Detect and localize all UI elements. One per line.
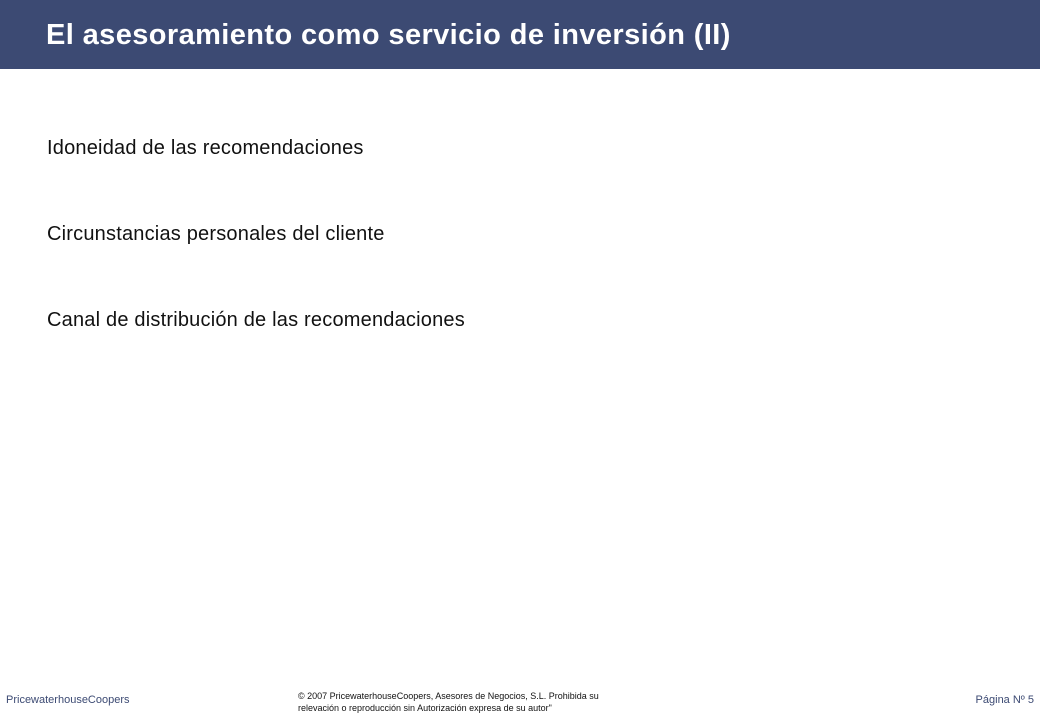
page-number: Página Nº 5: [975, 694, 1034, 706]
bullet-item-idoneidad: Idoneidad de las recomendaciones: [47, 137, 364, 159]
footer-copyright-line-2: relevación o reproducción sin Autorización expresa de su autor": [298, 703, 552, 713]
footer-copyright: [298, 690, 698, 714]
slide-title: El asesoramiento como servicio de inversión (II): [46, 19, 731, 51]
footer-copyright-line-1: © 2007 PricewaterhouseCoopers, Asesores de Negocios, S.L. Prohibida su: [298, 691, 599, 701]
footer-company-name: PricewaterhouseCoopers: [6, 694, 130, 706]
bullet-item-canal: Canal de distribución de las recomendaciones: [47, 309, 465, 331]
title-bar: [0, 0, 1040, 69]
bullet-item-circunstancias: Circunstancias personales del cliente: [47, 223, 385, 245]
